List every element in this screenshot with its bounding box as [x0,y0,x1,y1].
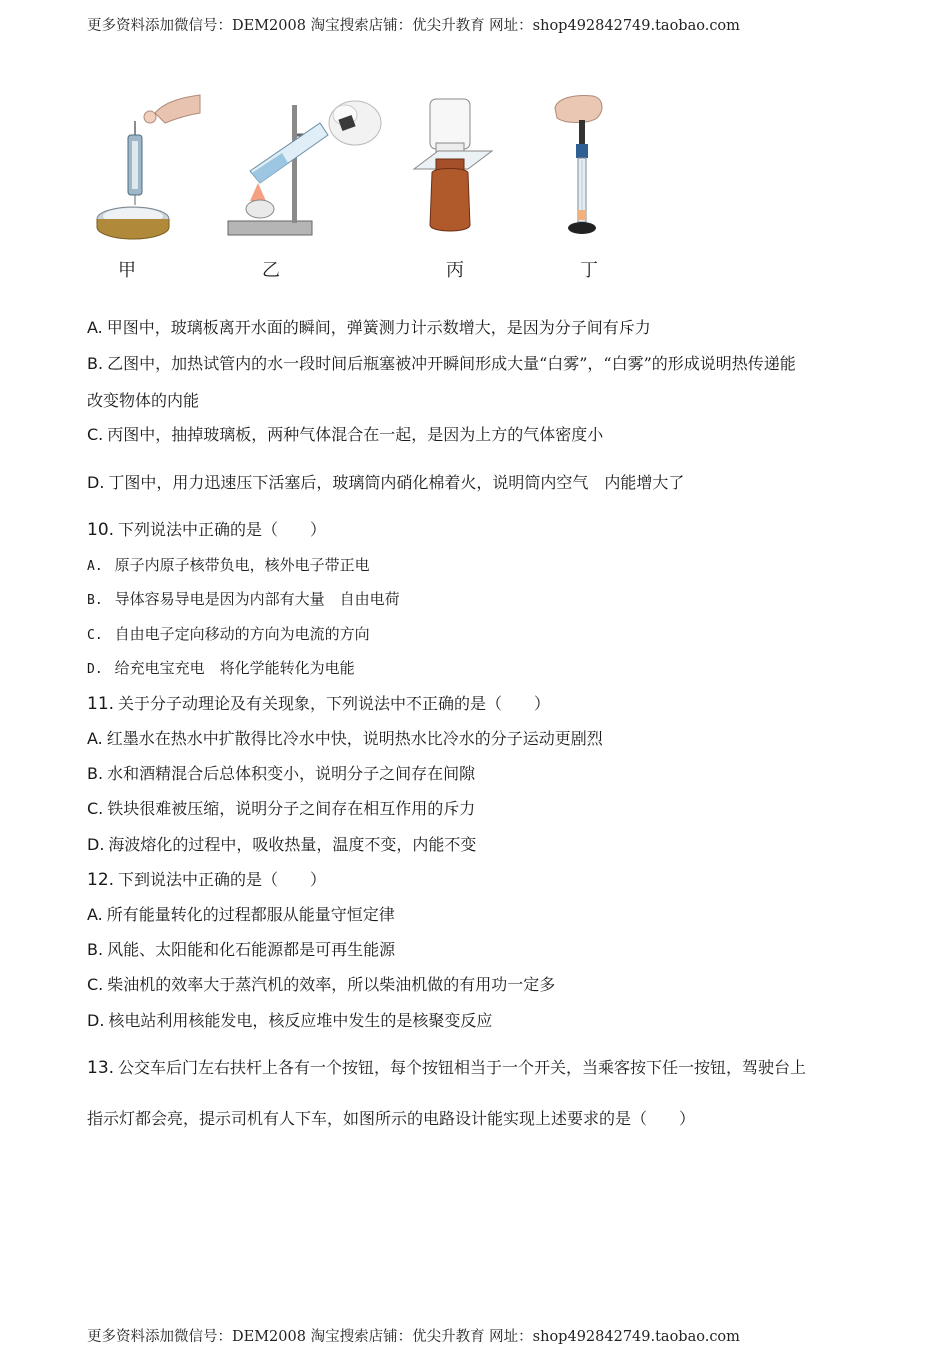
q9-option-b-cont: 改变物体的内能 [87,391,200,410]
q10-option-d: D. 给充电宝充电 将化学能转化为电能 [87,659,355,677]
q11-option-a: A. 红墨水在热水中扩散得比冷水中快，说明热水比冷水的分子运动更剧烈 [87,729,603,748]
q12-option-a: A. 所有能量转化的过程都服从能量守恒定律 [87,905,395,924]
q11-stem: 11. 关于分子动理论及有关现象，下列说法中不正确的是（ ） [87,694,551,714]
figure-bing [408,93,498,243]
page-header: 更多资料添加微信号：DEM2008 淘宝搜索店铺：优尖升教育 网址：shop492842749.taobao.com [87,18,740,34]
q10-stem: 10. 下列说法中正确的是（ ） [87,520,327,540]
figure-row [0,88,950,288]
figure-jia [95,93,205,243]
figure-yi [220,93,385,243]
q9-option-b: B. 乙图中，加热试管内的水一段时间后瓶塞被冲开瞬间形成大量“白雾”，“白雾”的形成说明热传递能 [87,354,796,373]
figure-caption-jia: 甲 [118,260,136,281]
q12-stem: 12. 下到说法中正确的是（ ） [87,870,327,890]
q11-option-b: B. 水和酒精混合后总体积变小，说明分子之间存在间隙 [87,764,476,783]
page-footer: 更多资料添加微信号：DEM2008 淘宝搜索店铺：优尖升教育 网址：shop492842749.taobao.com [87,1329,740,1345]
q9-option-d: D. 丁图中，用力迅速压下活塞后，玻璃筒内硝化棉着火，说明筒内空气 内能增大了 [87,473,685,492]
q13-stem-line2: 指示灯都会亮，提示司机有人下车，如图所示的电路设计能实现上述要求的是（ ） [87,1109,696,1128]
q9-option-a: A. 甲图中，玻璃板离开水面的瞬间，弹簧测力计示数增大，是因为分子间有斥力 [87,318,651,337]
q11-option-d: D. 海波熔化的过程中，吸收热量，温度不变，内能不变 [87,835,477,854]
q10-option-b: B. 导体容易导电是因为内部有大量 自由电荷 [87,590,400,608]
q10-option-c: C. 自由电子定向移动的方向为电流的方向 [87,625,370,643]
figure-caption-ding: 丁 [580,260,598,281]
figure-caption-bing: 丙 [446,260,464,281]
q12-option-d: D. 核电站利用核能发电，核反应堆中发生的是核聚变反应 [87,1011,493,1030]
q10-option-a: A. 原子内原子核带负电，核外电子带正电 [87,556,370,574]
figure-ding [545,88,625,238]
q13-stem-line1: 13. 公交车后门左右扶杆上各有一个按钮，每个按钮相当于一个开关，当乘客按下任一按钮，驾驶台上 [87,1058,807,1078]
figure-caption-yi: 乙 [262,260,280,281]
q11-option-c: C. 铁块很难被压缩，说明分子之间存在相互作用的斥力 [87,799,476,818]
q9-option-c: C. 丙图中，抽掉玻璃板，两种气体混合在一起，是因为上方的气体密度小 [87,425,604,444]
q12-option-b: B. 风能、太阳能和化石能源都是可再生能源 [87,940,396,959]
q12-option-c: C. 柴油机的效率大于蒸汽机的效率，所以柴油机做的有用功一定多 [87,975,556,994]
